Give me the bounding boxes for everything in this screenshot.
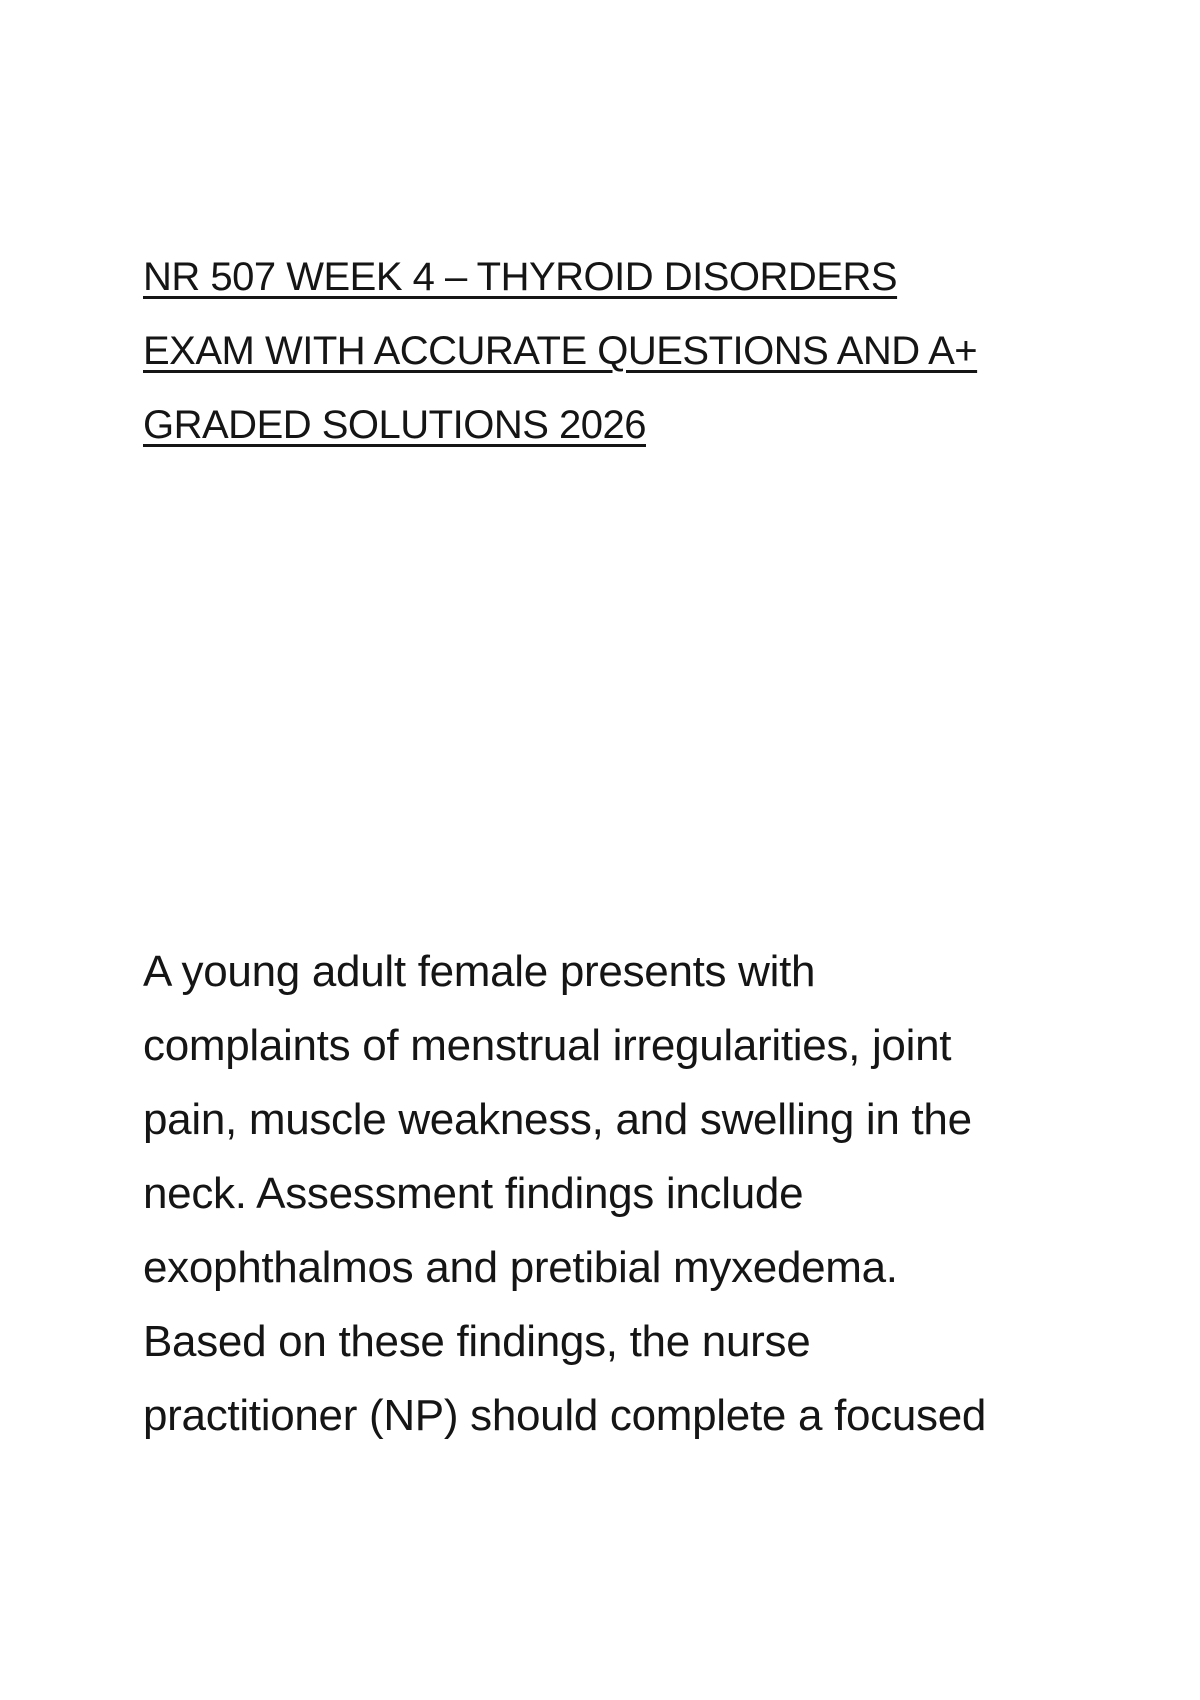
question-text [143, 935, 1103, 1453]
question-line: neck. Assessment findings include [143, 1169, 804, 1218]
document-title [143, 240, 1083, 462]
question-line: practitioner (NP) should complete a focused [143, 1391, 987, 1440]
question-line: complaints of menstrual irregularities, joint [143, 1021, 952, 1070]
title-line: GRADED SOLUTIONS 2026 [143, 403, 646, 447]
title-line: EXAM WITH ACCURATE QUESTIONS AND A+ [143, 329, 978, 373]
question-line: pain, muscle weakness, and swelling in the [143, 1095, 972, 1144]
question-line: A young adult female presents with [143, 947, 816, 996]
question-line: Based on these findings, the nurse [143, 1317, 811, 1366]
title-line: NR 507 WEEK 4 – THYROID DISORDERS [143, 255, 898, 299]
question-line: exophthalmos and pretibial myxedema. [143, 1243, 898, 1292]
